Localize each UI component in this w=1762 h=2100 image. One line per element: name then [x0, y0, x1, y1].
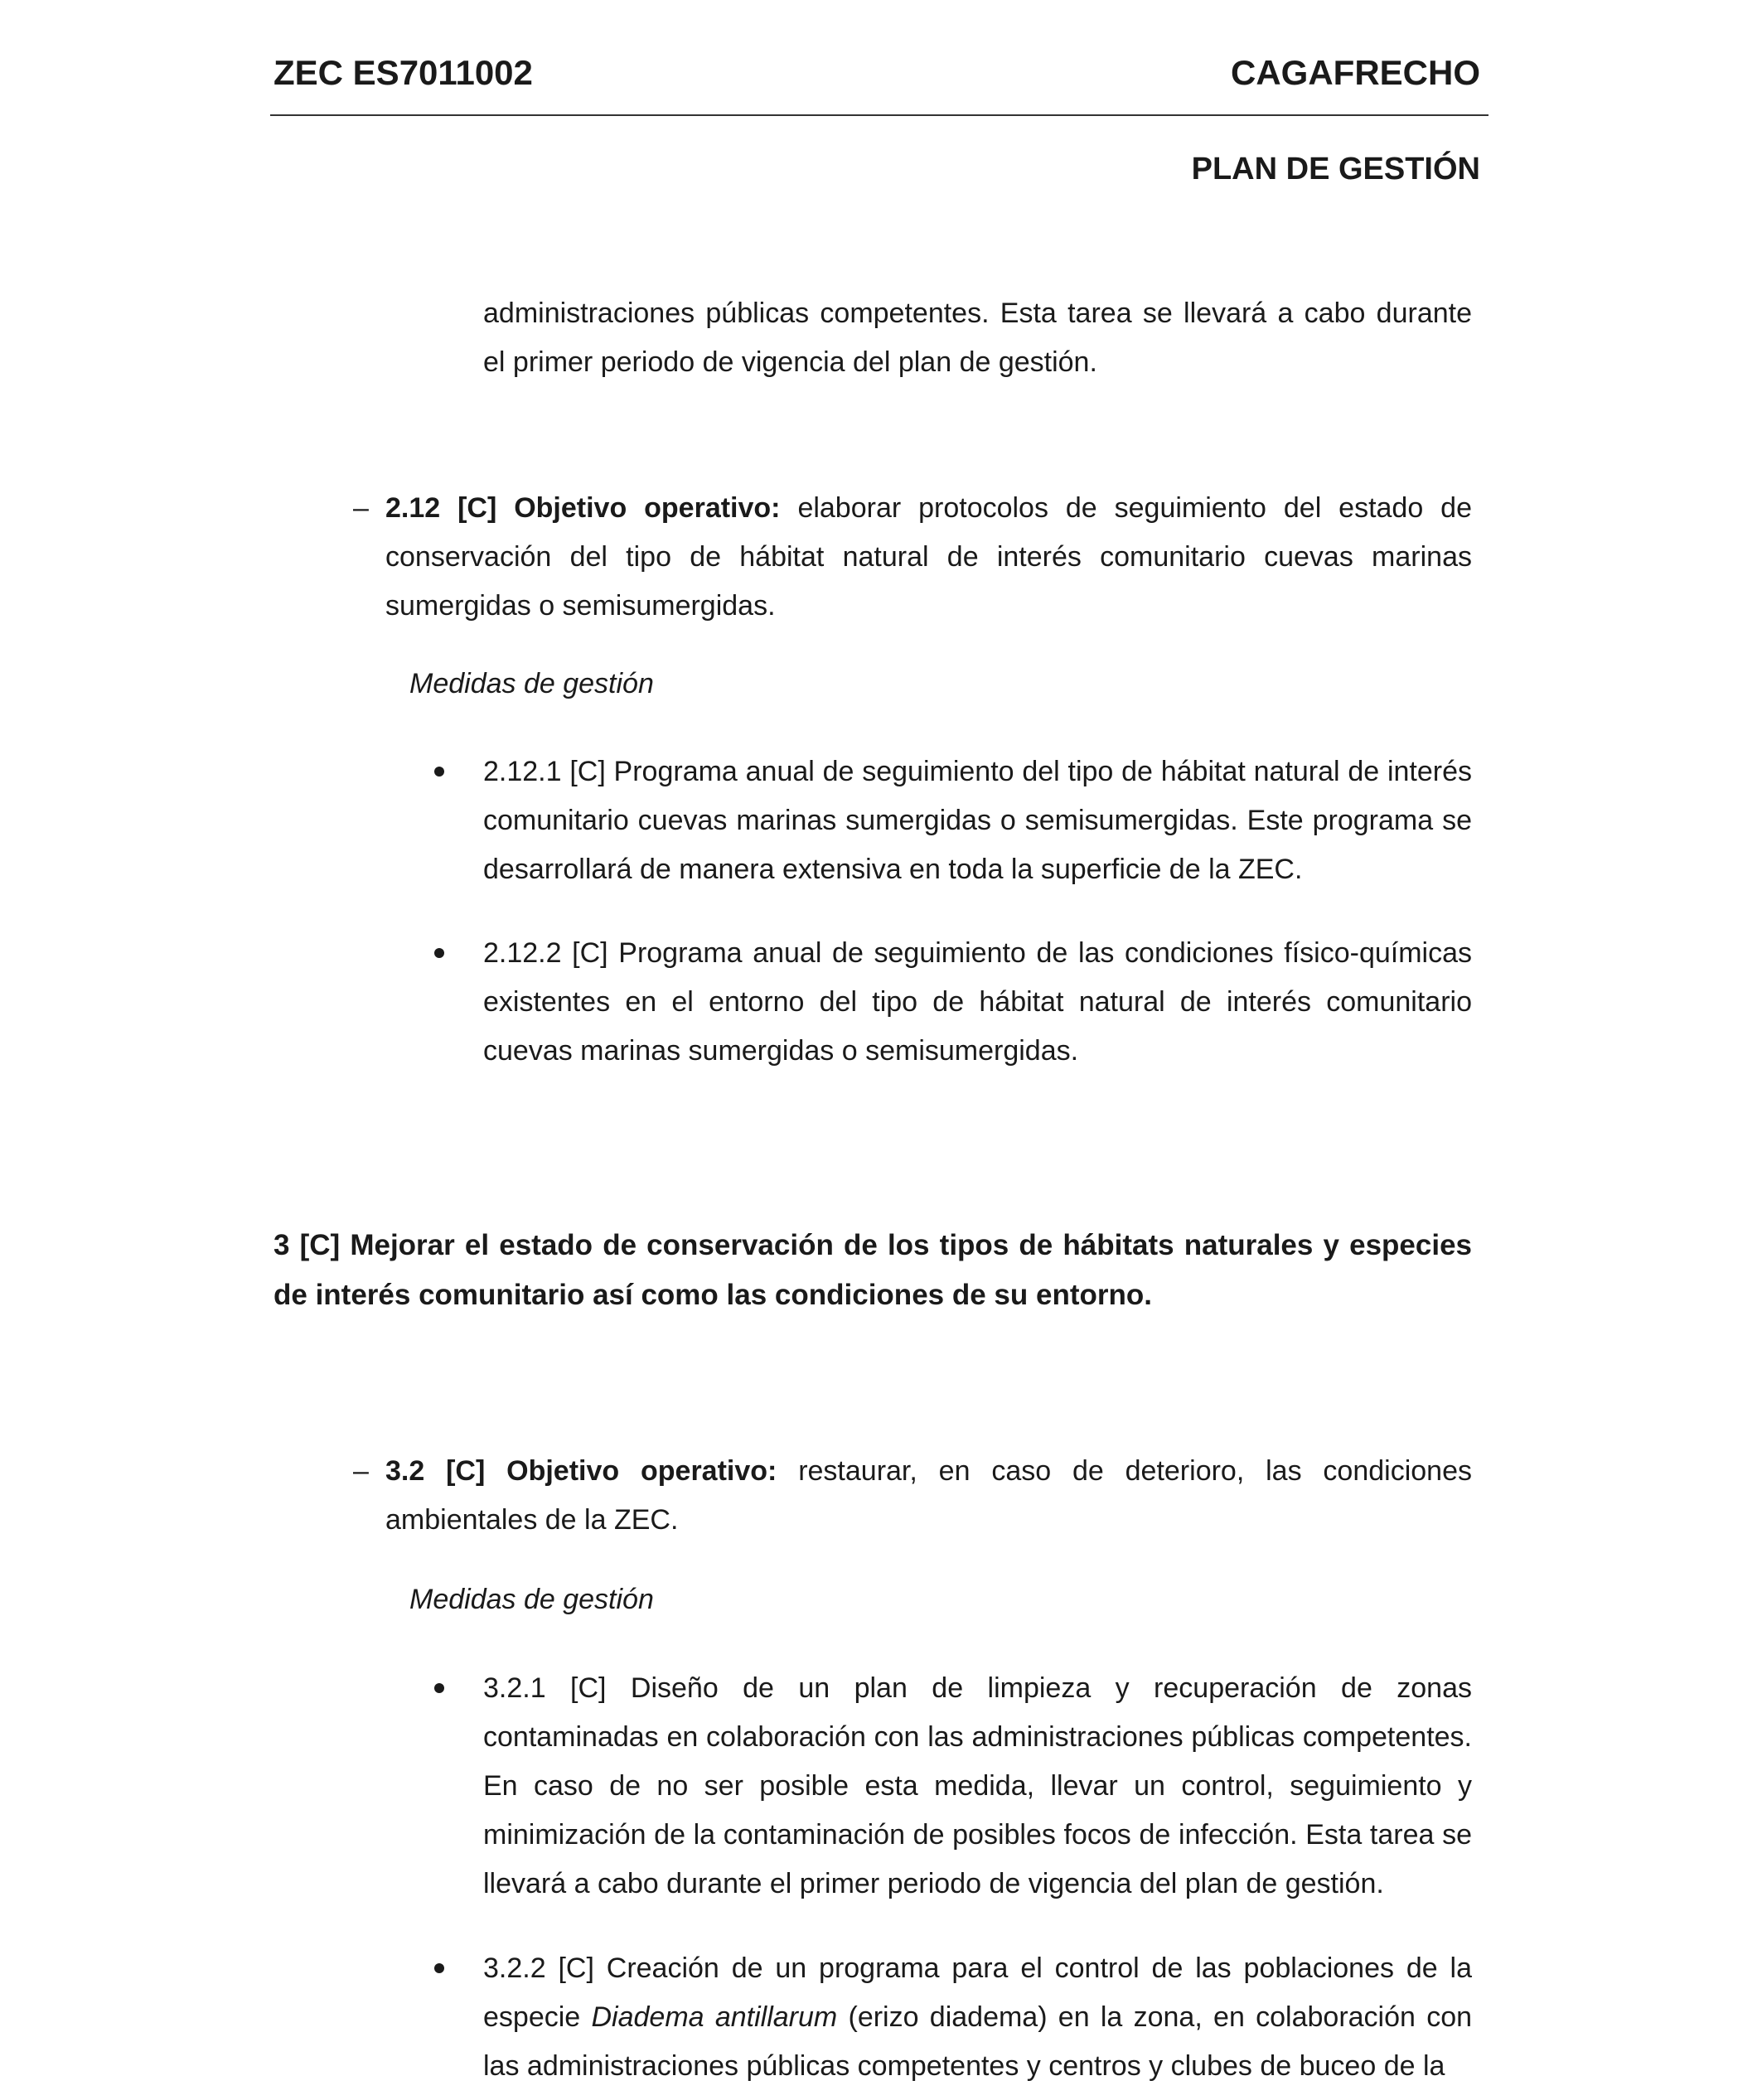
- measure-3-2-2: [483, 1944, 1472, 2091]
- header-site-code: ZEC ES7011002: [273, 53, 533, 92]
- header-divider: [270, 114, 1489, 116]
- measure-2-12-2-text: 2.12.2 [C] Programa anual de seguimiento de las condiciones físico-químicas existentes en el entorno del tipo de hábitat natural de interés comunitario cuevas marinas sumergidas o semisumergidas.: [483, 937, 1472, 1067]
- header-site-name: CAGAFRECHO: [1231, 53, 1480, 92]
- objective-2-12-label: 2.12 [C] Objetivo operativo:: [385, 492, 781, 524]
- bullet-3-2-1: [434, 1683, 444, 1693]
- measure-2-12-1-text: 2.12.1 [C] Programa anual de seguimiento del tipo de hábitat natural de interés comunitario cuevas marinas sumergidas o semisumergidas. Este programa se desarrollará de manera extensiva en toda la superficie de la ZEC.: [483, 756, 1472, 885]
- species-name: Diadema antillarum: [591, 2001, 838, 2033]
- measure-2-12-1: [483, 748, 1472, 894]
- measure-3-2-2-text-end: (erizo diadema) en la zona, en colaboración con las administraciones públicas competentes y centros y clubes de buceo de la: [483, 2001, 1473, 2082]
- objective-3-2-text: restaurar, en caso de deterioro, las condiciones ambientales de la ZEC.: [385, 1455, 1472, 1536]
- bullet-2-12-2: [434, 948, 444, 958]
- objective-2-12: [385, 484, 1472, 631]
- goal-3-heading: 3 [C] Mejorar el estado de conservación de los tipos de hábitats naturales y especies de interés comunitario así como las condiciones de su entorno.: [273, 1229, 1472, 1311]
- objective-3-2-dash: –: [353, 1455, 369, 1487]
- document-title: PLAN DE GESTIÓN: [1191, 152, 1480, 186]
- objective-2-12-text: elaborar protocolos de seguimiento del estado de conservación del tipo de hábitat natural de interés comunitario cuevas marinas sumergidas o semisumergidas.: [385, 492, 1472, 622]
- bullet-2-12-1: [434, 767, 444, 777]
- continuation-paragraph: [483, 289, 1472, 387]
- objective-3-2-label: 3.2 [C] Objetivo operativo:: [385, 1455, 777, 1487]
- objective-3-2: [385, 1447, 1472, 1545]
- objective-2-12-dash: –: [353, 492, 369, 524]
- bullet-3-2-2: [434, 1963, 444, 1973]
- measure-3-2-1: [483, 1664, 1472, 1909]
- measure-2-12-2: [483, 929, 1472, 1076]
- measure-3-2-2-text-start: 3.2.2 [C] Creación de un programa para el control de las poblaciones de la especie: [483, 1952, 1472, 2033]
- measures-heading-3-2: Medidas de gestión: [409, 1584, 654, 1615]
- continuation-text: administraciones públicas competentes. Esta tarea se llevará a cabo durante el primer periodo de vigencia del plan de gestión.: [483, 298, 1472, 378]
- measure-3-2-1-text: 3.2.1 [C] Diseño de un plan de limpieza y recuperación de zonas contaminadas en colaboración con las administraciones públicas competentes. En caso de no ser posible esta medida, llevar un control, seguimiento y minimización de la contaminación de posibles focos de infección. Esta tarea se llevará a cabo durante el primer periodo de vigencia del plan de gestión.: [483, 1672, 1472, 1899]
- measures-heading-2-12: Medidas de gestión: [409, 668, 654, 699]
